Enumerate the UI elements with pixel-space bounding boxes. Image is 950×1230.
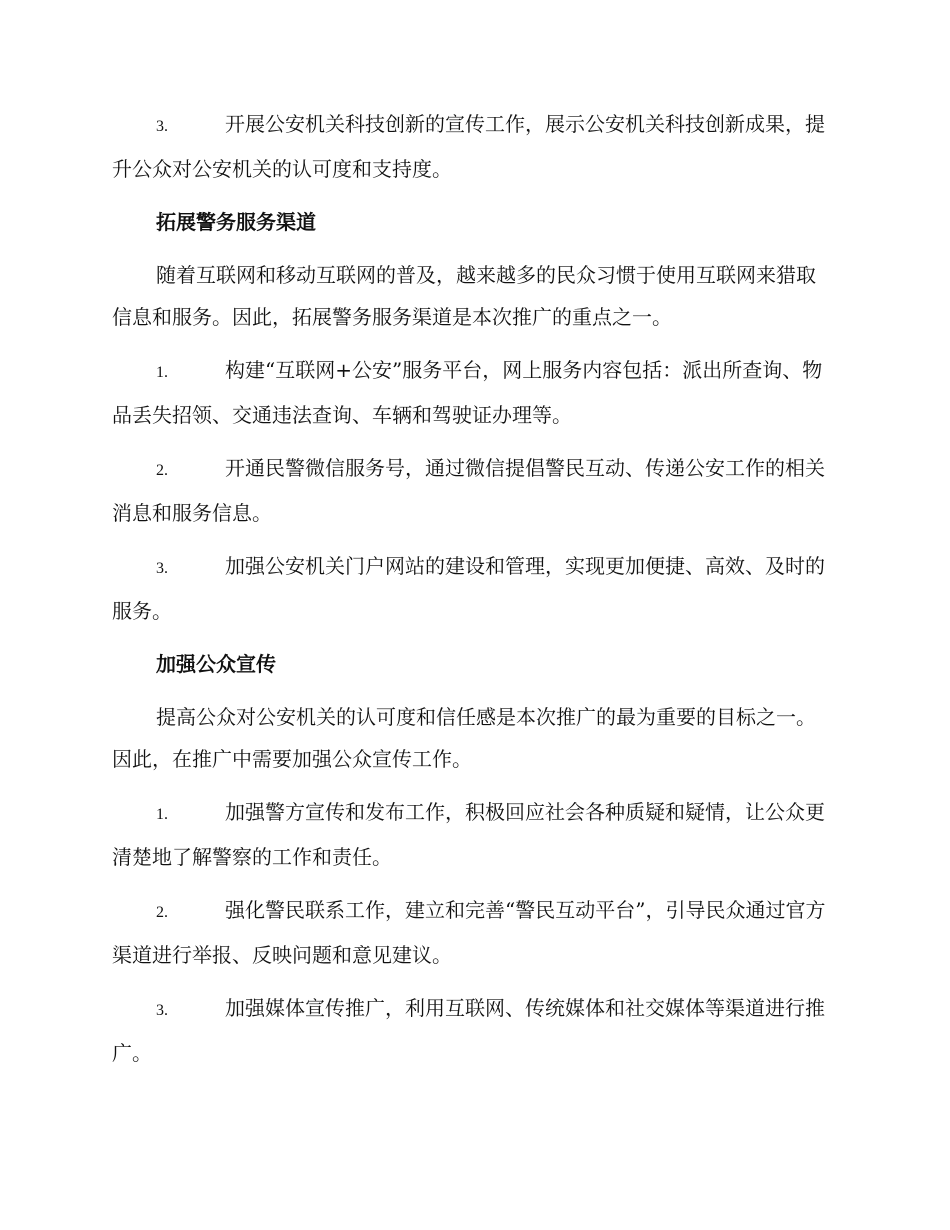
- list-item-number: 3.: [156, 118, 168, 135]
- list-item-text: 开通民警微信服务号，通过微信提倡警民互动、传递公安工作的相关消息和服务信息。: [112, 456, 825, 525]
- list-item-text: 强化警民联系工作，建立和完善“警民互动平台”，引导民众通过官方渠道进行举报、反映问题和意见建议。: [112, 898, 826, 967]
- list-item: [112, 349, 834, 436]
- list-item-text: 构建“互联网+公安”服务平台，网上服务内容包括：派出所查询、物品丢失招领、交通违法查询、车辆和驾驶证办理等。: [112, 358, 823, 427]
- list-item: [112, 103, 834, 190]
- list-item: [112, 447, 834, 534]
- list-item-text: 加强媒体宣传推广，利用互联网、传统媒体和社交媒体等渠道进行推广。: [112, 996, 825, 1065]
- paragraph: 随着互联网和移动互联网的普及，越来越多的民众习惯于使用互联网来猎取信息和服务。因此，拓展警务服务渠道是本次推广的重点之一。: [112, 263, 816, 329]
- list-item-number: 3.: [156, 1002, 168, 1019]
- list-item-text: 加强公安机关门户网站的建设和管理，实现更加便捷、高效、及时的服务。: [112, 554, 825, 623]
- list-item: [112, 545, 834, 632]
- list-item-text: 开展公安机关科技创新的宣传工作，展示公安机关科技创新成果，提升公众对公安机关的认可度和支持度。: [112, 112, 825, 181]
- section-heading: 加强公众宣传: [156, 652, 276, 676]
- list-item-number: 3.: [156, 560, 168, 577]
- list-item-number: 1.: [156, 364, 168, 381]
- list-item: [112, 791, 834, 878]
- list-item-text: 加强警方宣传和发布工作，积极回应社会各种质疑和疑情，让公众更清楚地了解警察的工作和责任。: [112, 800, 825, 869]
- list-item-number: 2.: [156, 462, 168, 479]
- list-item: [112, 889, 834, 976]
- paragraph: 提高公众对公安机关的认可度和信任感是本次推广的最为重要的目标之一。因此，在推广中需要加强公众宣传工作。: [112, 705, 816, 771]
- list-item-number: 2.: [156, 904, 168, 921]
- section-heading: 拓展警务服务渠道: [156, 210, 316, 234]
- list-item-number: 1.: [156, 806, 168, 823]
- list-item: [112, 987, 834, 1074]
- document-body: [112, 103, 834, 1085]
